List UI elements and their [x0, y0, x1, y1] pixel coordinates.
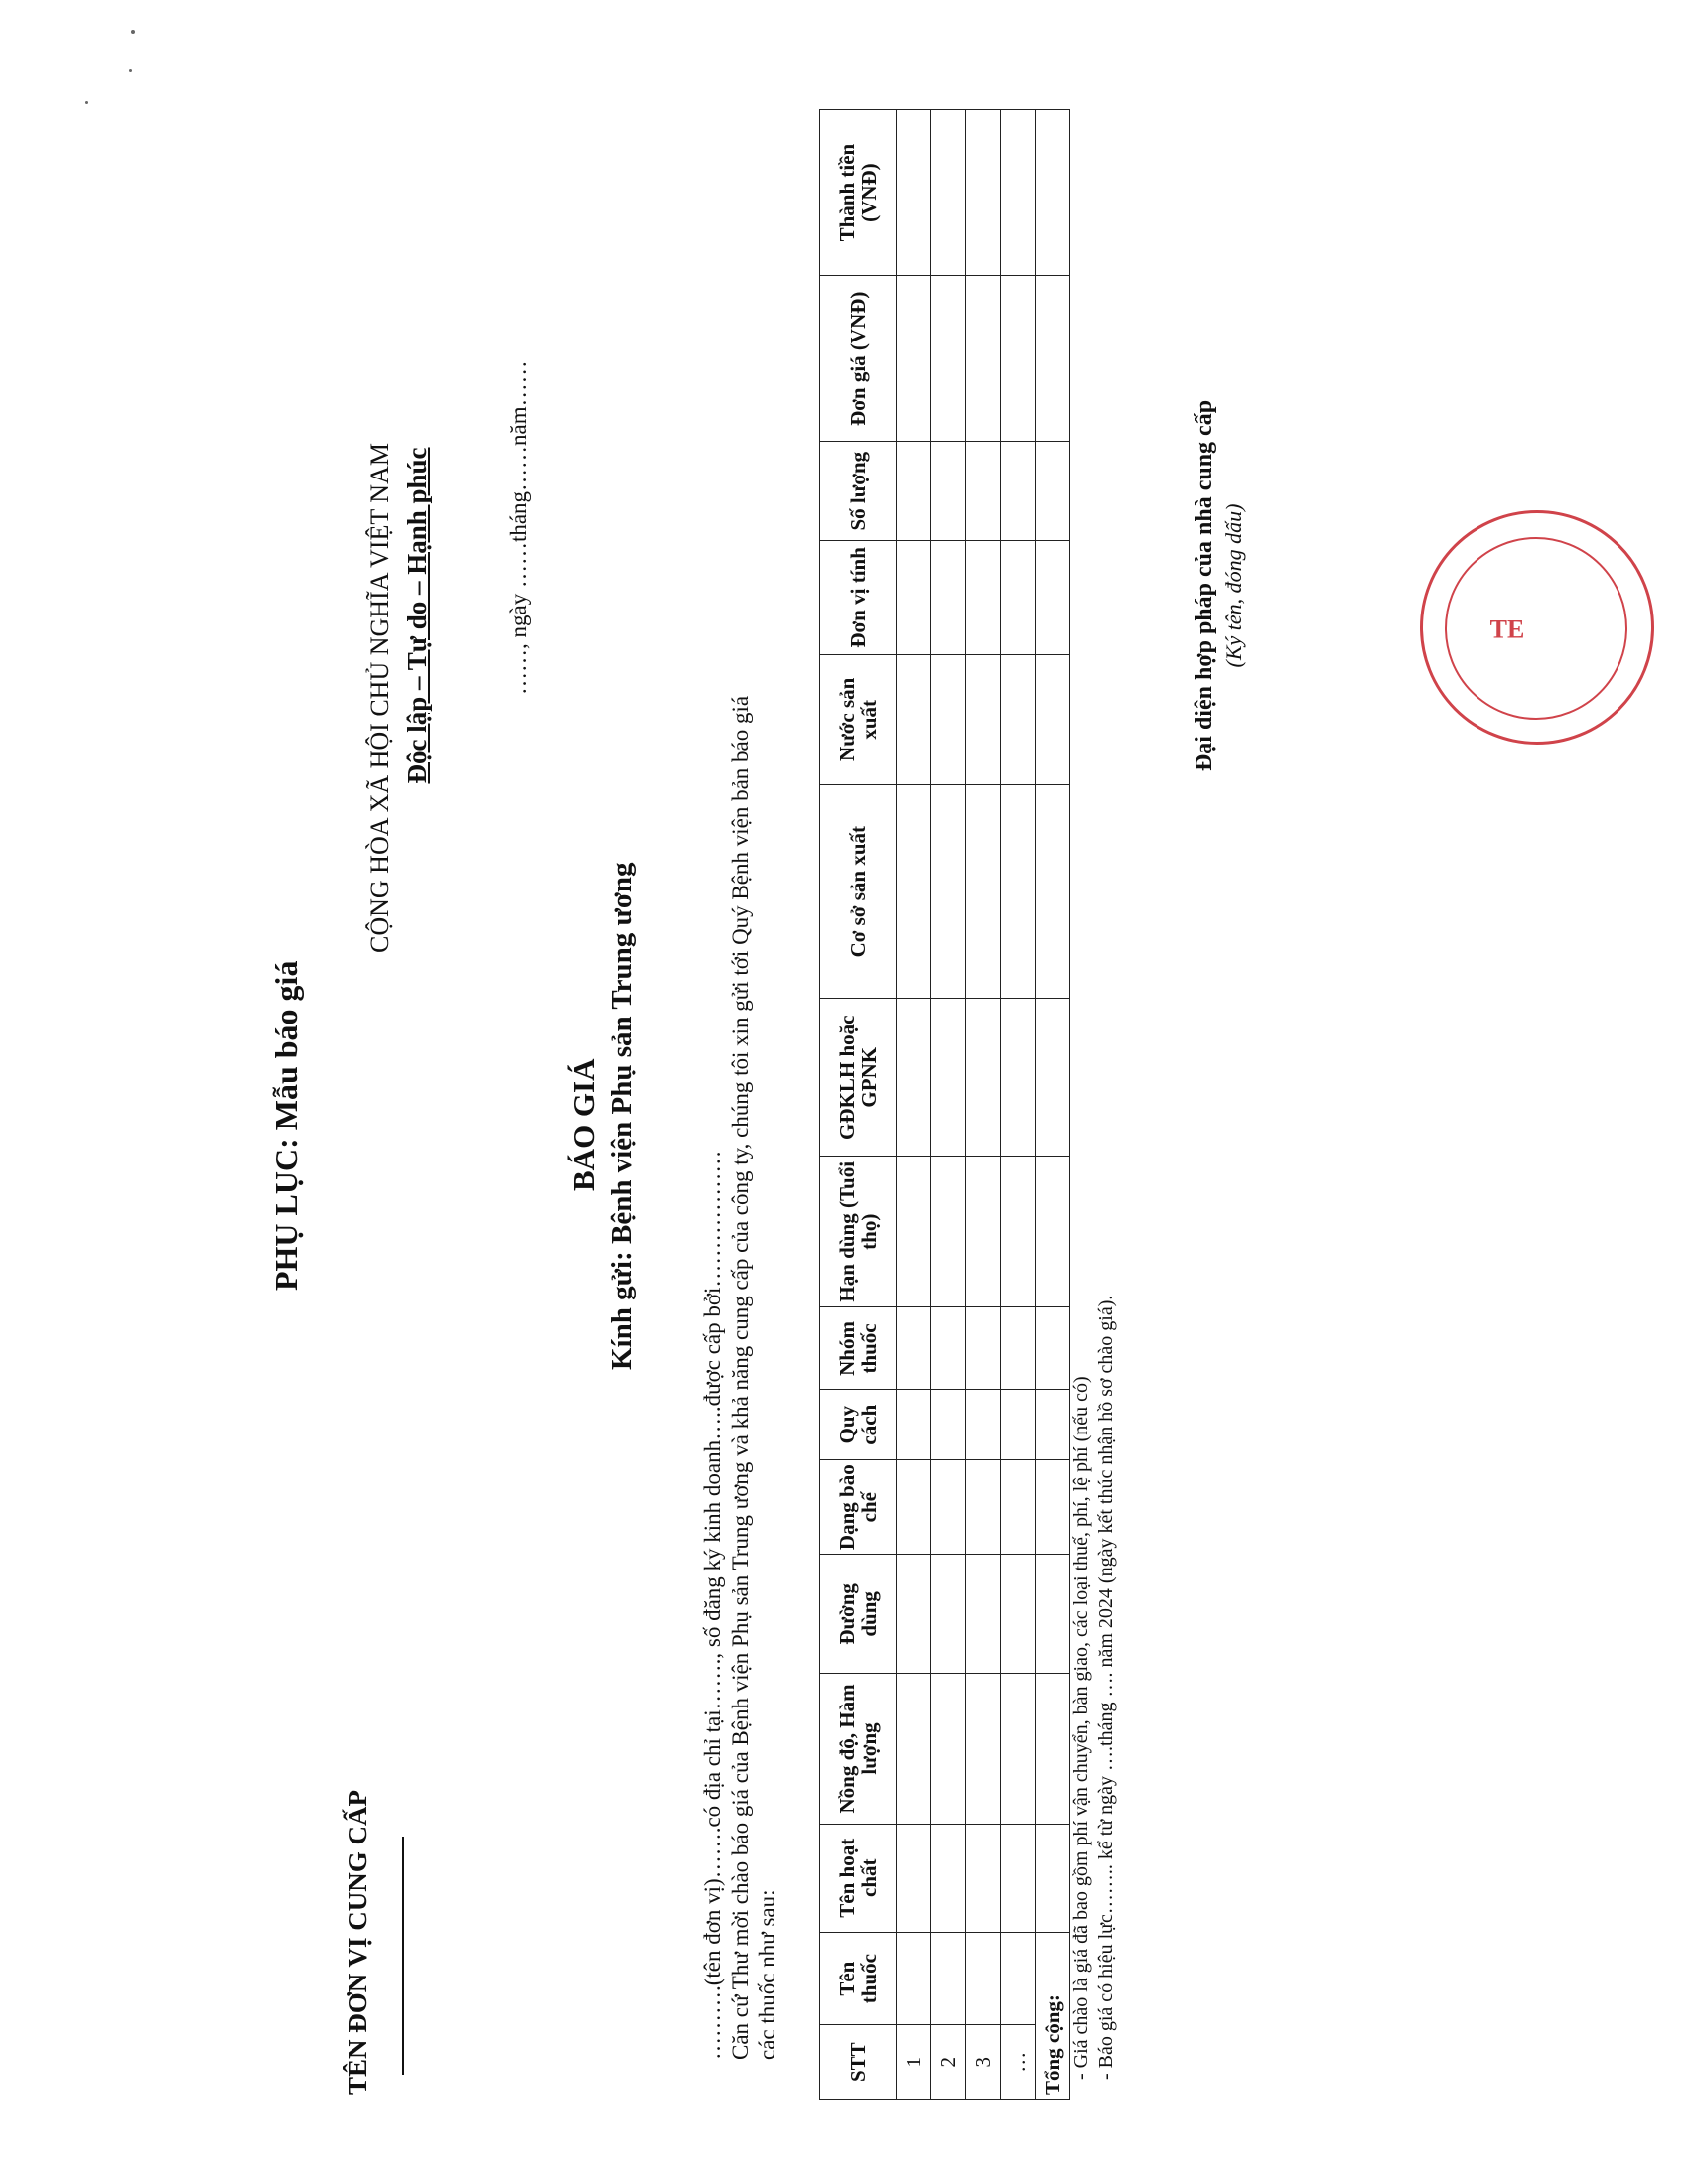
table-cell	[897, 654, 931, 784]
table-cell	[931, 1459, 966, 1555]
col-header: Nhóm thuốc	[820, 1307, 897, 1390]
stamp-text: TE	[1489, 614, 1525, 644]
table-cell	[966, 1824, 1001, 1932]
scan-speck	[85, 101, 88, 104]
total-row	[1036, 110, 1070, 2100]
table-cell	[1001, 1932, 1036, 2025]
table-cell	[897, 1824, 931, 1932]
table-cell	[1001, 442, 1036, 541]
national-motto-text: Độc lập – Tự do – Hạnh phúc	[402, 447, 432, 784]
table-cell	[931, 1307, 966, 1390]
table-cell	[931, 541, 966, 655]
col-header: GĐKLH hoặc GPNK	[820, 999, 897, 1157]
supplier-underline	[402, 1837, 404, 2075]
table-row	[897, 110, 931, 2100]
table-cell	[966, 1555, 1001, 1674]
scan-speck	[131, 30, 135, 34]
note-1: - Giá chào là giá đã bao gồm phí vận chuyển, bàn giao, các loại thuế, phí, lệ phí (nếu có)	[1070, 1376, 1092, 2080]
table-row	[966, 110, 1001, 2100]
table-cell	[1036, 1157, 1070, 1307]
table-cell	[966, 442, 1001, 541]
table-cell	[931, 276, 966, 442]
table-cell	[931, 110, 966, 276]
table-cell	[931, 654, 966, 784]
date-line: ……, ngày ……tháng……năm……	[506, 360, 531, 695]
table-body	[897, 110, 1070, 2100]
table-cell	[1001, 110, 1036, 276]
table-cell	[897, 442, 931, 541]
table-cell	[966, 784, 1001, 998]
col-header: Thành tiền (VNĐ)	[820, 110, 897, 276]
table-cell	[1001, 654, 1036, 784]
table-cell	[966, 1459, 1001, 1555]
intro-line-1: ……….(tên đơn vị)…….có địa chỉ tại……., số đăng ký kinh doanh…..được cấp bởi………………	[700, 1150, 725, 2060]
col-header: Nước sản xuất	[820, 654, 897, 784]
table-cell	[966, 1674, 1001, 1824]
national-header: CỘNG HÒA XÃ HỘI CHỦ NGHĨA VIỆT NAM	[365, 443, 394, 953]
stamp-inner-ring	[1445, 537, 1627, 720]
signature-note: (Ký tên, đóng dấu)	[1221, 503, 1246, 668]
table-cell	[897, 1459, 931, 1555]
table-cell	[931, 1932, 966, 2025]
table-cell	[1036, 1307, 1070, 1390]
table-cell	[897, 1932, 931, 2025]
table-cell	[931, 1824, 966, 1932]
table-cell	[1036, 784, 1070, 998]
row-index-cell: 3	[966, 2025, 1001, 2100]
col-header: Đơn giá (VNĐ)	[820, 276, 897, 442]
table-cell	[897, 1674, 931, 1824]
table-cell	[897, 1307, 931, 1390]
table-cell	[966, 276, 1001, 442]
col-header: Tên thuốc	[820, 1932, 897, 2025]
table-cell	[1036, 654, 1070, 784]
table-cell	[966, 1390, 1001, 1459]
col-header: Cơ sở sản xuất	[820, 784, 897, 998]
appendix-title: PHỤ LỤC: Mẫu báo giá	[268, 960, 304, 1291]
table-cell	[931, 1555, 966, 1674]
col-header: Đơn vị tính	[820, 541, 897, 655]
table-cell	[966, 110, 1001, 276]
table-header-row	[820, 110, 897, 2100]
table-cell	[931, 442, 966, 541]
total-label: Tổng cộng:	[1036, 1932, 1070, 2099]
table-cell	[966, 654, 1001, 784]
table-cell	[1001, 1555, 1036, 1674]
table-cell	[897, 1555, 931, 1674]
table-cell	[1036, 1824, 1070, 1932]
table-cell	[1036, 1390, 1070, 1459]
table-cell	[966, 541, 1001, 655]
national-motto	[402, 437, 433, 794]
table-cell	[931, 784, 966, 998]
table-cell	[966, 1157, 1001, 1307]
table-cell	[897, 1390, 931, 1459]
table-cell	[897, 110, 931, 276]
col-header: Số lượng	[820, 442, 897, 541]
table-cell	[1001, 276, 1036, 442]
table-cell	[897, 999, 931, 1157]
table-cell	[1036, 1555, 1070, 1674]
company-stamp	[1420, 510, 1654, 745]
col-header: Tên hoạt chất	[820, 1824, 897, 1932]
col-header: Nồng độ, Hàm lượng	[820, 1674, 897, 1824]
table-cell	[931, 1157, 966, 1307]
col-header: Đường dùng	[820, 1555, 897, 1674]
table-cell	[1001, 784, 1036, 998]
table-cell	[966, 1307, 1001, 1390]
table-cell	[966, 999, 1001, 1157]
table-cell	[1001, 999, 1036, 1157]
scan-speck	[129, 69, 132, 72]
table-cell	[1001, 1157, 1036, 1307]
col-header: Dạng bào chế	[820, 1459, 897, 1555]
col-header: Hạn dùng (Tuổi thọ)	[820, 1157, 897, 1307]
table-cell	[931, 1674, 966, 1824]
row-index-cell: 2	[931, 2025, 966, 2100]
row-index-cell: …	[1001, 2025, 1036, 2100]
table-cell	[1001, 1390, 1036, 1459]
table-cell	[897, 541, 931, 655]
table-cell	[1036, 541, 1070, 655]
col-header: STT	[820, 2025, 897, 2100]
col-header: Quy cách	[820, 1390, 897, 1459]
table-cell	[1036, 110, 1070, 276]
table-cell	[1001, 1459, 1036, 1555]
table-cell	[931, 999, 966, 1157]
table-cell	[1036, 1459, 1070, 1555]
table-cell	[897, 784, 931, 998]
doc-title: BÁO GIÁ	[566, 1058, 601, 1191]
table-cell	[966, 1932, 1001, 2025]
row-index-cell: 1	[897, 2025, 931, 2100]
signature-title: Đại diện hợp pháp của nhà cung cấp	[1192, 399, 1217, 772]
table-cell	[931, 1390, 966, 1459]
table-cell	[897, 276, 931, 442]
quote-table	[819, 109, 1070, 2100]
table-cell	[1036, 1674, 1070, 1824]
table-cell	[1036, 999, 1070, 1157]
note-2: - Báo giá có hiệu lực…….. kể từ ngày ….tháng …. năm 2024 (ngày kết thúc nhận hồ sơ chào giá).	[1095, 1295, 1117, 2080]
table-cell	[1036, 442, 1070, 541]
table-cell	[1036, 276, 1070, 442]
intro-line-3: các thuốc như sau:	[755, 1889, 779, 2060]
table-cell	[1001, 1824, 1036, 1932]
table-cell	[1001, 541, 1036, 655]
table-cell	[1001, 1307, 1036, 1390]
intro-line-2: Căn cứ Thư mời chào báo giá của Bệnh viện Phụ sản Trung ương và khả năng cung cấp của công ty, chúng tôi xin gửi tới Quý Bệnh viện bản báo giá	[728, 695, 753, 2060]
table-row	[931, 110, 966, 2100]
table-row	[1001, 110, 1036, 2100]
table-cell	[897, 1157, 931, 1307]
recipient: Kính gửi: Bệnh viện Phụ sản Trung ương	[606, 862, 637, 1370]
supplier-name: TÊN ĐƠN VỊ CUNG CẤP	[343, 1789, 372, 2095]
table-cell	[1001, 1674, 1036, 1824]
